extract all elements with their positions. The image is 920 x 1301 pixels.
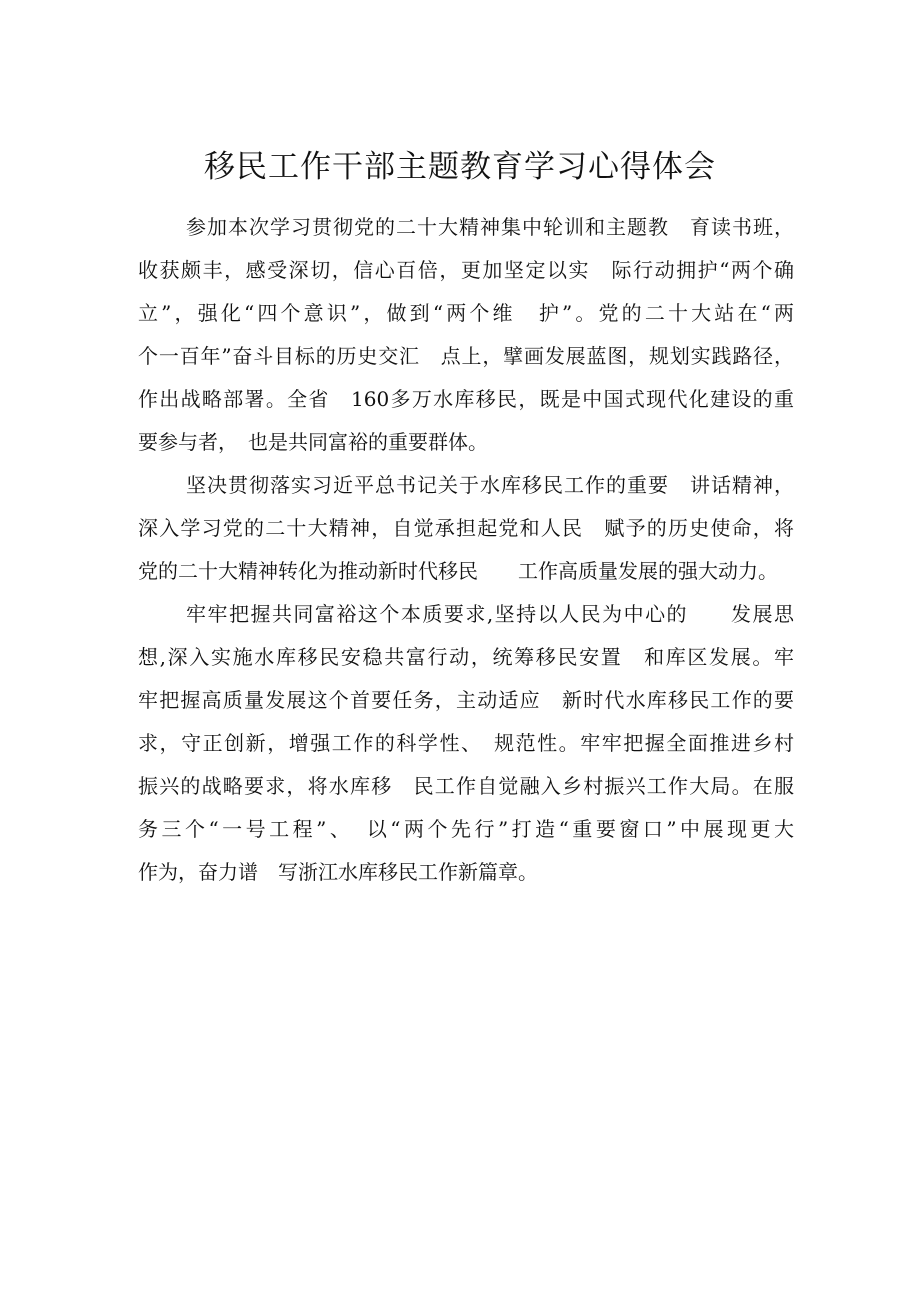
- paragraph-line: 收获颇丰，感受深切，信心百倍，更加坚定以实 际行动拥护“两个确: [138, 258, 794, 282]
- paragraph-3: [138, 593, 794, 894]
- paragraph-2: [138, 464, 794, 593]
- paragraph-line: 党的二十大精神转化为推动新时代移民 工作高质量发展的强大动力。: [138, 559, 778, 583]
- paragraph-line: 务三个“一号工程”、 以“两个先行”打造“重要窗口”中展现更大: [138, 817, 794, 841]
- paragraph-line: 作出战略部署。全省 160多万水库移民，既是中国式现代化建设的重: [138, 387, 794, 411]
- paragraph-line: 要参与者， 也是共同富裕的重要群体。: [138, 430, 488, 454]
- paragraph-line: 牢牢把握共同富裕这个本质要求,坚持以人民为中心的 发展思: [186, 602, 794, 626]
- paragraph-1: [138, 206, 794, 464]
- document-body: [138, 206, 794, 894]
- paragraph-line: 振兴的战略要求，将水库移 民工作自觉融入乡村振兴工作大局。在服: [138, 774, 794, 798]
- paragraph-line: 求，守正创新，增强工作的科学性、 规范性。牢牢把握全面推进乡村: [138, 731, 794, 755]
- paragraph-line: 立”，强化“四个意识”，做到“两个维 护”。党的二十大站在“两: [138, 301, 794, 325]
- paragraph-line: 坚决贯彻落实习近平总书记关于水库移民工作的重要 讲话精神，: [186, 473, 794, 497]
- paragraph-line: 参加本次学习贯彻党的二十大精神集中轮训和主题教 育读书班，: [186, 215, 794, 239]
- paragraph-line: 深入学习党的二十大精神，自觉承担起党和人民 赋予的历史使命，将: [138, 516, 794, 540]
- paragraph-line: 想,深入实施水库移民安稳共富行动，统筹移民安置 和库区发展。牢: [138, 645, 794, 669]
- paragraph-line: 个一百年”奋斗目标的历史交汇 点上，擘画发展蓝图，规划实践路径，: [138, 344, 794, 368]
- paragraph-line: 作为，奋力谱 写浙江水库移民工作新篇章。: [138, 860, 538, 884]
- paragraph-line: 牢把握高质量发展这个首要任务，主动适应 新时代水库移民工作的要: [138, 688, 794, 712]
- document-title: 移民工作干部主题教育学习心得体会: [204, 149, 716, 185]
